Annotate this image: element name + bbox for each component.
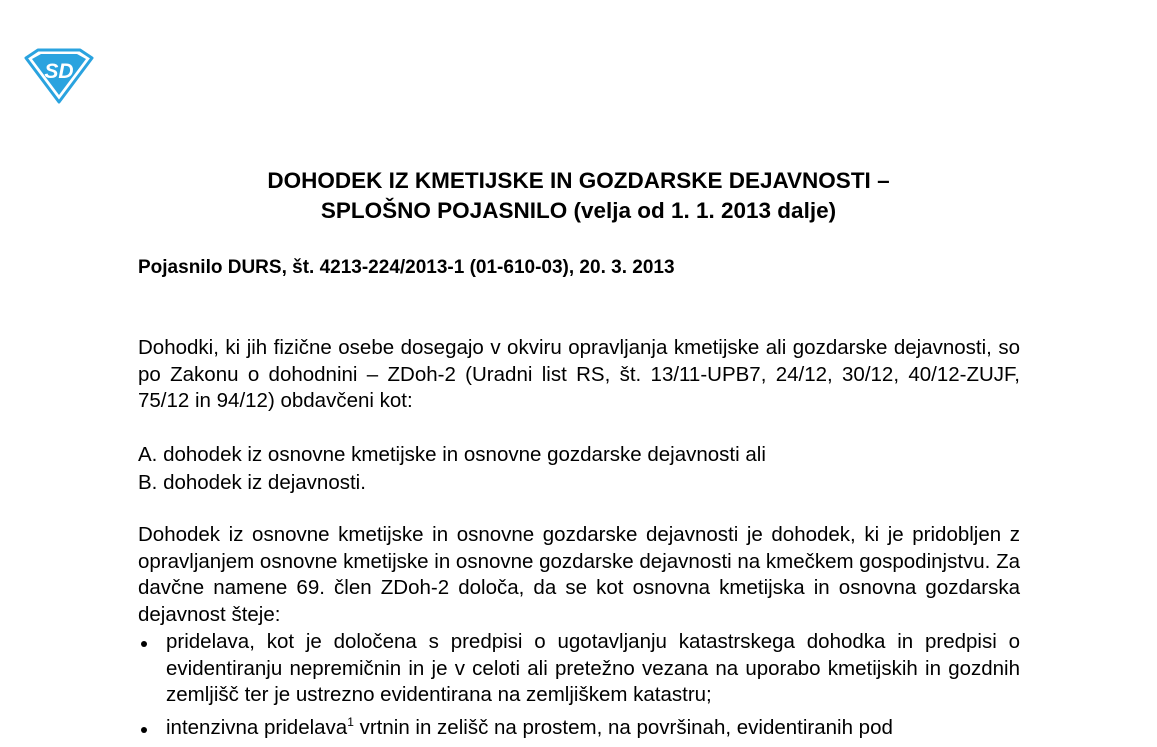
bullet-item-2 [138,715,1020,742]
footnote-marker: 1 [347,714,354,729]
list-item-a: A. dohodek iz osnovne kmetijske in osnovne gozdarske dejavnosti ali [138,443,766,466]
bullet-item-1: pridelava, kot je določena s predpisi o ugotavljanju katastrskega dohodka in predpisi o evidentiranju nepremičnin in je v celoti ali pretežno vezana na uporabo kmetijskih in gozdnih zemljišč ter je ustrezno evidentirana na zemljiškem katastru; [138,629,1020,709]
logo-text: SD [44,60,74,83]
paragraph-intro: Dohodki, ki jih fizične osebe dosegajo v okviru opravljanja kmetijske ali gozdarske dejavnosti, so po Zakonu o dohodnini – ZDoh-2 (Uradni list RS, št. 13/11-UPB7, 24/12, 30/12, 40/12-ZUJF, 75/12 in 94/12) obdavčeni kot: [138,336,1020,412]
sd-logo-icon [22,48,96,104]
paragraph-basic-activity: Dohodek iz osnovne kmetijske in osnovne gozdarske dejavnosti je dohodek, ki je pridobljen z opravljanjem osnovne kmetijske in osnovne gozdarske dejavnosti na kmečkem gospodinjstvu. Za davčne namene 69. člen ZDoh-2 določa, da se kot osnovna kmetijska in osnovna gozdarska dejavnost šteje: [138,523,1020,626]
bullet-list [138,629,1020,747]
title-line-1: DOHODEK IZ KMETIJSKE IN GOZDARSKE DEJAVNOSTI – [267,168,890,193]
bullet-item-2-start: intenzivna pridelava [166,715,348,739]
list-item-b: B. dohodek iz dejavnosti. [138,470,366,494]
document-title [0,166,1157,226]
title-line-2: SPLOŠNO POJASNILO (velja od 1. 1. 2013 dalje) [320,198,837,223]
income-type-list [138,441,766,496]
bullet-item-2-rest: vrtnin in zelišč na prostem, na površinah, evidentiranih pod [353,715,893,739]
document-reference: Pojasnilo DURS, št. 4213-224/2013-1 (01-610-03), 20. 3. 2013 [138,257,675,278]
